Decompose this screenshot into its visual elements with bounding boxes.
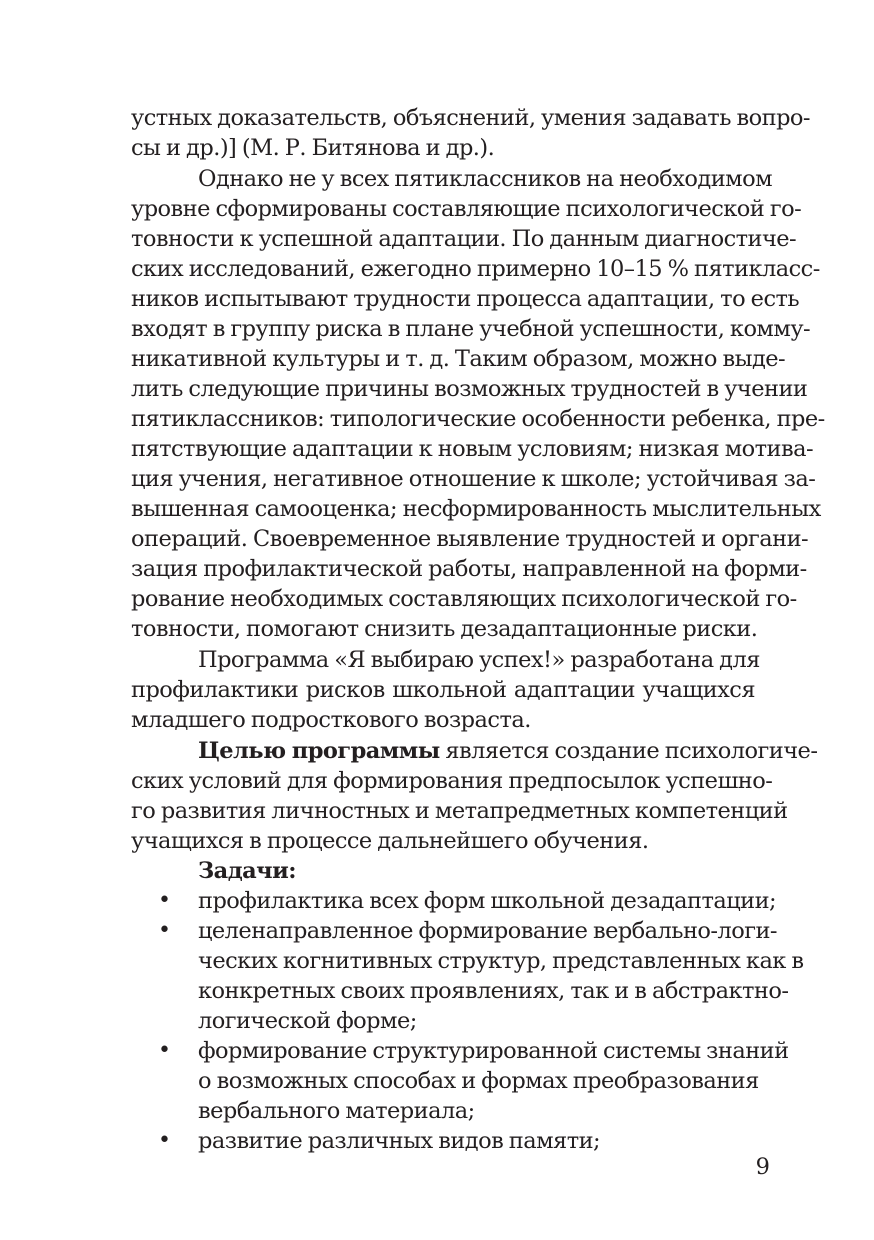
bullet-marker: • bbox=[158, 888, 171, 913]
text-line: лить следующие причины возможных трудностей в учении bbox=[131, 376, 808, 402]
text-line: входят в группу риска в плане учебной успешности, комму- bbox=[131, 316, 811, 342]
list-item-line: о возможных способах и формах преобразования bbox=[198, 1068, 759, 1094]
list-item-line: ческих когнитивных структур, представленных как в bbox=[198, 948, 804, 974]
page-number: 9 bbox=[755, 1154, 770, 1180]
tasks-heading: Задачи: bbox=[198, 858, 296, 884]
text-line: Программа «Я выбираю успех!» разработана для bbox=[198, 647, 760, 673]
text-line: младшего подросткового возраста. bbox=[131, 707, 531, 733]
goal-bold-lead: Целью программы bbox=[198, 738, 440, 764]
text-line: го развития личностных и метапредметных компетенций bbox=[131, 798, 788, 824]
text-line: товности к успешной адаптации. По данным диагностиче- bbox=[131, 226, 797, 252]
text-line: учащихся в процессе дальнейшего обучения. bbox=[131, 828, 649, 854]
text-line: пятствующие адаптации к новым условиям; низкая мотива- bbox=[131, 436, 814, 462]
goal-line-rest: является создание психологиче- bbox=[439, 738, 818, 764]
text-line: ников испытывают трудности процесса адаптации, то есть bbox=[131, 286, 800, 312]
list-item-line: логической форме; bbox=[198, 1008, 417, 1034]
text-line: операций. Своевременное выявление трудностей и органи- bbox=[131, 526, 809, 552]
text-line: уровне сформированы составляющие психологической го- bbox=[131, 196, 802, 222]
text-line: сы и др.)] (М. Р. Битянова и др.). bbox=[131, 135, 495, 161]
bullet-marker: • bbox=[158, 918, 171, 943]
list-item-line: целенаправленное формирование вербально-логи- bbox=[198, 918, 777, 944]
list-item-line: развитие различных видов памяти; bbox=[198, 1128, 601, 1154]
text-line: зация профилактической работы, направленной на форми- bbox=[131, 556, 807, 582]
list-item-line: конкретных своих проявлениях, так и в абстрактно- bbox=[198, 978, 789, 1004]
text-line: никативной культуры и т. д. Таким образом, можно выде- bbox=[131, 346, 786, 372]
text-line: рование необходимых составляющих психологической го- bbox=[131, 586, 797, 612]
text-line: пятиклассников: типологические особенности ребенка, пре- bbox=[131, 406, 825, 432]
text-line: вышенная самооценка; несформированность мыслительных bbox=[131, 496, 821, 522]
text-line: Однако не у всех пятиклассников на необходимом bbox=[198, 166, 773, 192]
text-line: ских исследований, ежегодно примерно 10–15 % пятикласс- bbox=[131, 256, 820, 282]
text-line: ция учения, негативное отношение к школе; устойчивая за- bbox=[131, 466, 816, 492]
text-line bbox=[198, 736, 818, 766]
text-line: товности, помогают снизить дезадаптационные риски. bbox=[131, 616, 758, 642]
text-line: профилактики рисков школьной адаптации учащихся bbox=[131, 677, 755, 703]
text-line: ских условий для формирования предпосылок успешно- bbox=[131, 768, 773, 794]
list-item-line: профилактика всех форм школьной дезадаптации; bbox=[198, 888, 777, 914]
list-item-line: формирование структурированной системы знаний bbox=[198, 1038, 789, 1064]
text-line: устных доказательств, объяснений, умения задавать вопро- bbox=[131, 105, 810, 131]
list-item-line: вербального материала; bbox=[198, 1098, 475, 1124]
bullet-marker: • bbox=[158, 1038, 171, 1063]
bullet-marker: • bbox=[158, 1128, 171, 1153]
